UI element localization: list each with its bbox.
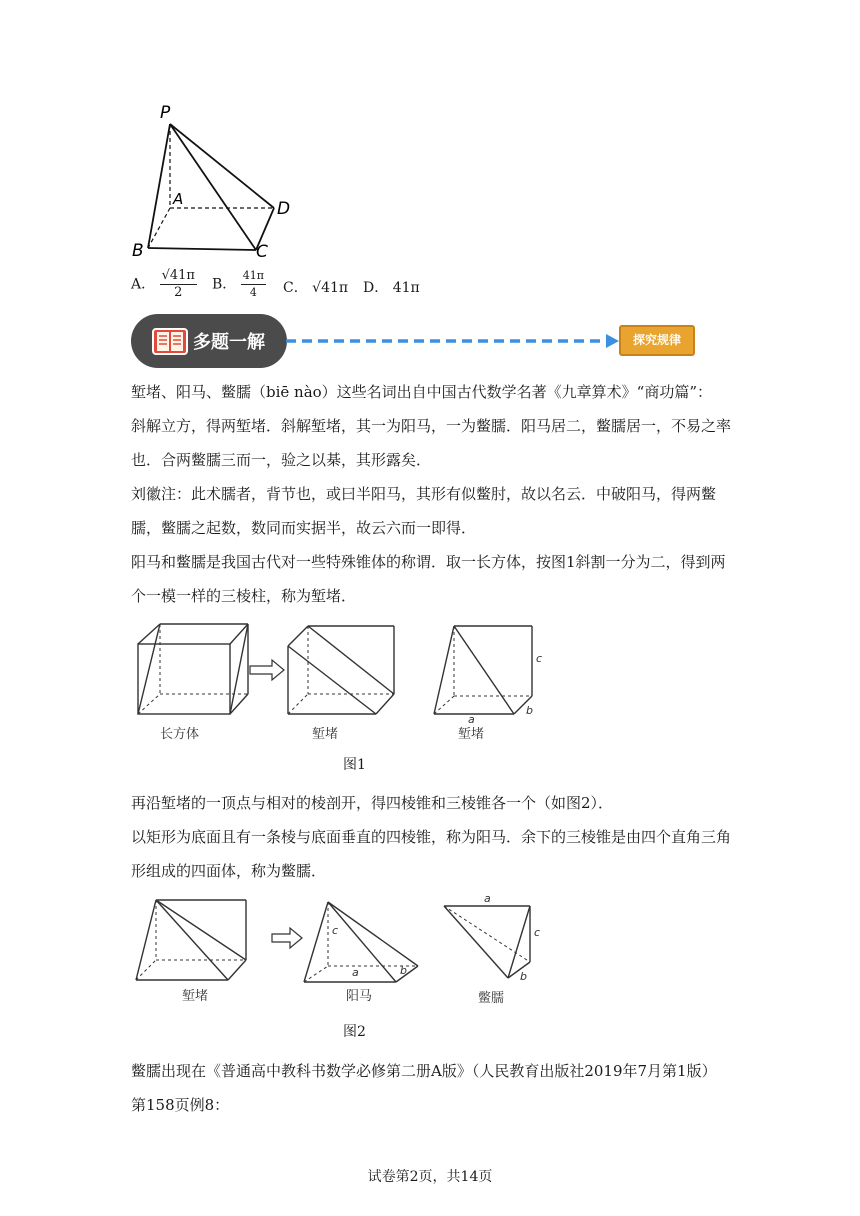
fig1-edge-a: a — [468, 713, 475, 726]
yangma-edge-b: b — [400, 964, 407, 977]
label-d: D — [277, 199, 291, 219]
paragraph-3: 刘徽注：此术臑者，背节也，或曰半阳马，其形有似鳖肘，故以名云．中破阳马，得两鳖臑，鳖臑之起数，数同而实据半，故云六而一即得． — [131, 485, 717, 537]
paragraph-7: 鳖臑出现在《普通高中教科书数学必修第二册A版》（人民教育出版社2019年7月第1版）第158页例8： — [131, 1062, 717, 1114]
fig2-label-bienao: 鳖臑 — [478, 991, 505, 1006]
bienao-edge-c: c — [534, 926, 541, 939]
option-a-fraction: $\frac{√41\pi}{2}$ — [161, 268, 195, 300]
figure-2 — [128, 890, 558, 1010]
fig1-label-cuboid: 长方体 — [160, 727, 200, 742]
option-b-fraction: $\frac{41\pi}{4}$ — [242, 269, 264, 299]
banner-title: 多题一解 — [193, 332, 265, 353]
option-b: B． $\frac{41\pi}{4}$ — [212, 269, 264, 299]
label-p: P — [160, 103, 171, 123]
paragraph-2: 斜解立方，得两堑堵．斜解堑堵，其一为阳马，一为鳖臑．阳马居二，鳖臑居一，不易之率也．合两鳖臑三而一，验之以棊，其形露矣． — [131, 417, 732, 469]
yangma-edge-a: a — [352, 966, 359, 979]
figure-2-caption: 图2 — [343, 1024, 366, 1040]
fig1-label-qiandu-2: 堑堵 — [458, 727, 485, 742]
page-footer: 试卷第2页，共14页 — [367, 1169, 493, 1185]
bienao-edge-a: a — [484, 892, 491, 905]
paragraph-1: 堑堵、阳马、鳖臑（biē nào）这些名词出自中国古代数学名著《九章算术》“商功篇”： — [131, 383, 713, 401]
paragraph-6: 以矩形为底面且有一条棱与底面垂直的四棱锥，称为阳马．余下的三棱锥是由四个直角三角形组成的四面体，称为鳖臑． — [131, 828, 732, 880]
paragraph-4: 阳马和鳖臑是我国古代对一些特殊锥体的称谓．取一长方体，按图1斜割一分为二，得到两个一模一样的三棱柱，称为堑堵． — [131, 553, 726, 605]
figure-1-caption: 图1 — [343, 757, 366, 773]
fig2-label-qiandu: 堑堵 — [182, 989, 209, 1004]
fig1-edge-c: c — [536, 652, 543, 665]
yangma-edge-c: c — [332, 924, 339, 937]
explore-rule-tag: 探究规律 — [619, 325, 695, 356]
label-c: C — [256, 242, 268, 262]
label-b: B — [132, 241, 144, 261]
figure-1 — [128, 616, 558, 748]
option-d: D． 41π — [363, 280, 420, 296]
pyramid-figure — [128, 100, 298, 262]
book-icon — [152, 326, 188, 356]
fig2-label-yangma: 阳马 — [346, 989, 373, 1004]
option-c: C． √41π — [283, 280, 349, 296]
dashed-arrow — [284, 332, 620, 350]
label-a: A — [173, 190, 184, 208]
fig1-label-qiandu-1: 堑堵 — [312, 727, 339, 742]
paragraph-5: 再沿堑堵的一顶点与相对的棱剖开，得四棱锥和三棱锥各一个（如图2）． — [131, 794, 614, 812]
option-a: A． $\frac{√41\pi}{2}$ — [131, 268, 195, 300]
fig1-edge-b: b — [526, 704, 533, 717]
bienao-edge-b: b — [520, 970, 527, 983]
